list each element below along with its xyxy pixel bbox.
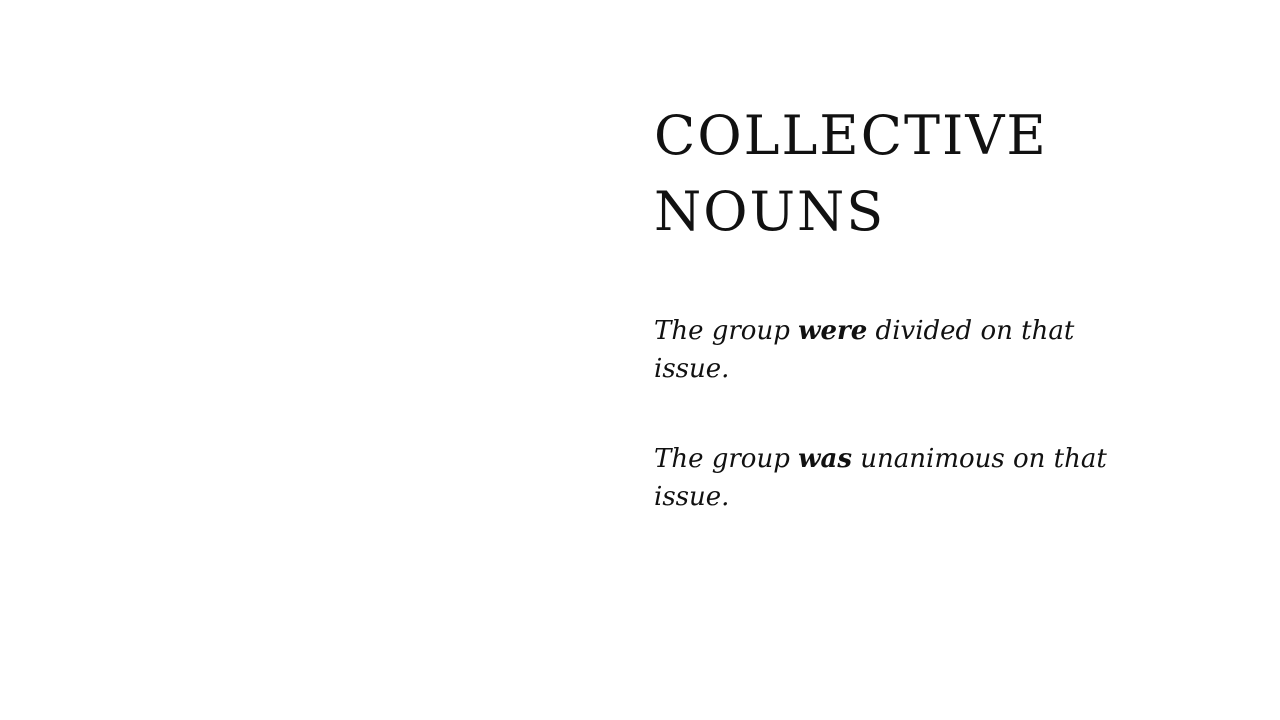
example-plural-after: divided on that issue. <box>654 316 1075 384</box>
example-sentence-singular <box>654 440 1154 516</box>
example-sentences <box>654 312 1154 516</box>
example-plural-verb: were <box>798 316 868 346</box>
example-plural-before: The group <box>654 316 799 346</box>
title-line-2: NOUNS <box>654 180 886 243</box>
example-singular-after: unanimous on that issue. <box>654 444 1107 512</box>
slide-title <box>654 98 1154 250</box>
example-singular-verb: was <box>798 444 852 474</box>
example-singular-before: The group <box>654 444 799 474</box>
example-sentence-plural <box>654 312 1154 388</box>
slide-content <box>654 98 1154 516</box>
title-line-1: COLLECTIVE <box>654 104 1048 167</box>
